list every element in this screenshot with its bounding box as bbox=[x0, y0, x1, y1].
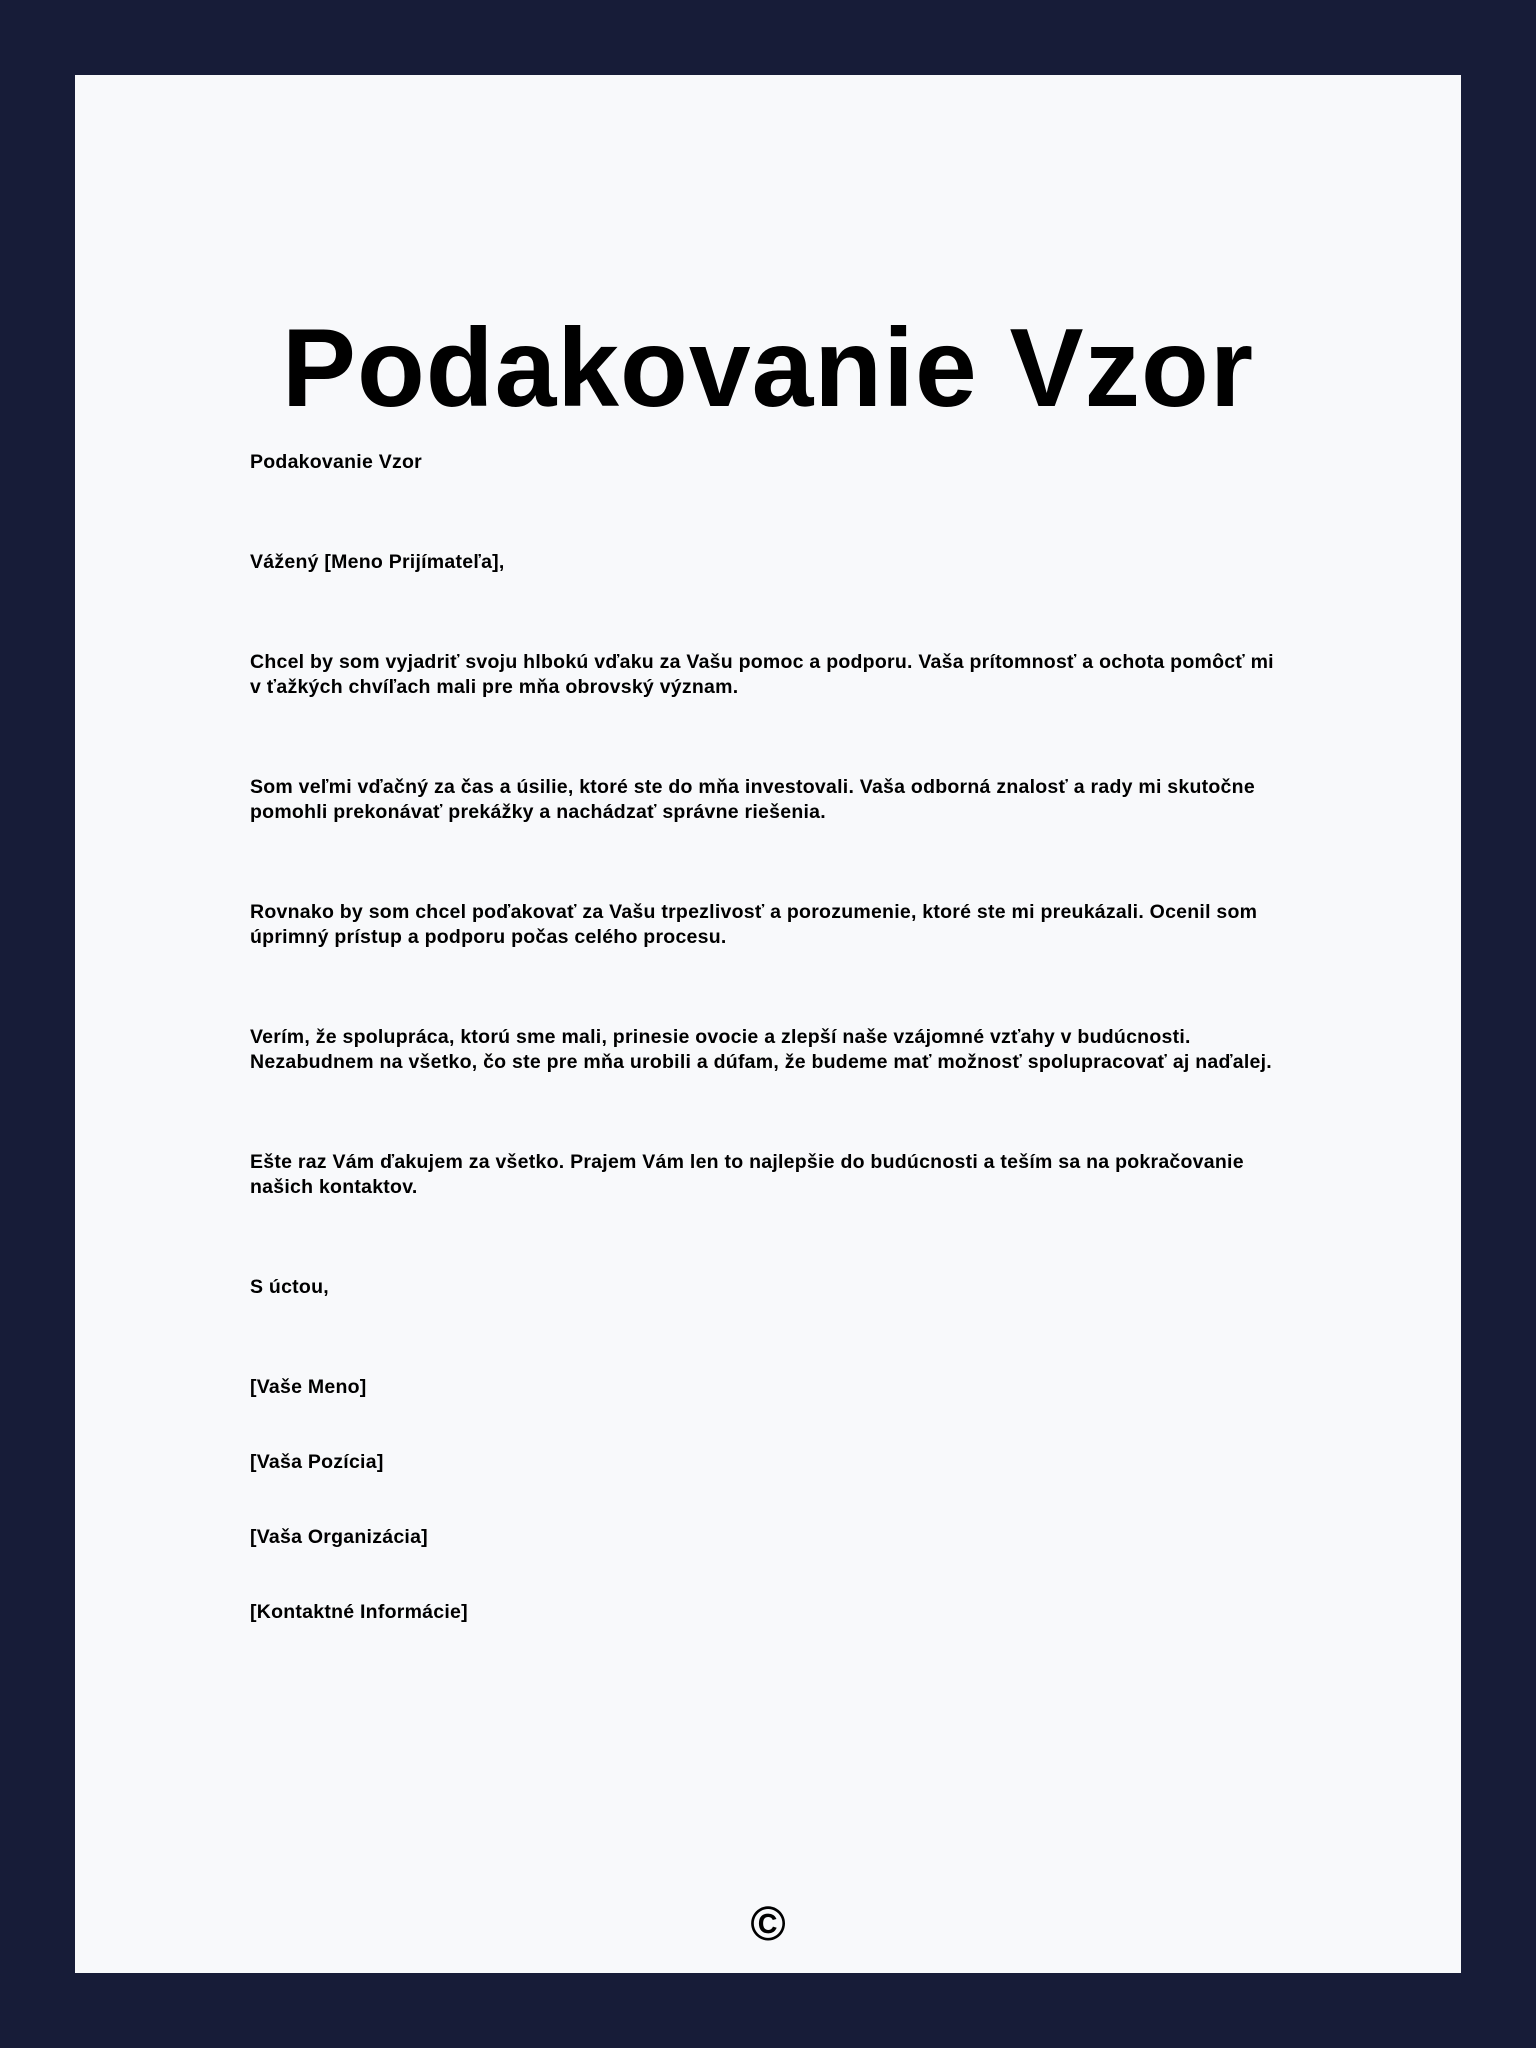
signature-position: [Vaša Pozícia] bbox=[250, 1451, 384, 1473]
salutation: Vážený [Meno Prijímateľa], bbox=[250, 551, 505, 573]
paragraph-2: Som veľmi vďačný za čas a úsilie, ktoré ste do mňa investovali. Vaša odborná znalosť a rady mi skutočne pomohli prekonávať prekážky a nachádzať správne riešenia. bbox=[250, 776, 1255, 823]
paragraph-5: Ešte raz Vám ďakujem za všetko. Prajem Vám len to najlepšie do budúcnosti a teším sa na pokračovanie našich kontaktov. bbox=[250, 1151, 1244, 1198]
paragraph-3: Rovnako by som chcel poďakovať za Vašu trpezlivosť a porozumenie, ktoré ste mi preukázali. Ocenil som úprimný prístup a podporu počas celého procesu. bbox=[250, 901, 1258, 948]
signature-organization: [Vaša Organizácia] bbox=[250, 1526, 428, 1548]
document-title: Podakovanie Vzor bbox=[281, 306, 1255, 430]
subject-line: Podakovanie Vzor bbox=[250, 451, 422, 473]
copyright-icon: © bbox=[750, 1898, 786, 1951]
document-page bbox=[75, 75, 1461, 1973]
signature-contact: [Kontaktné Informácie] bbox=[250, 1601, 468, 1623]
paragraph-4: Verím, že spolupráca, ktorú sme mali, prinesie ovocie a zlepší naše vzájomné vzťahy v budúcnosti. Nezabudnem na všetko, čo ste pre mňa urobili a dúfam, že budeme mať možnosť spolupracovať aj naďalej. bbox=[250, 1026, 1272, 1073]
closing: S úctou, bbox=[250, 1276, 329, 1298]
signature-name: [Vaše Meno] bbox=[250, 1376, 367, 1398]
paragraph-1: Chcel by som vyjadriť svoju hlbokú vďaku za Vašu pomoc a podporu. Vaša prítomnosť a ochota pomôcť mi v ťažkých chvíľach mali pre mňa obrovský význam. bbox=[250, 651, 1274, 698]
